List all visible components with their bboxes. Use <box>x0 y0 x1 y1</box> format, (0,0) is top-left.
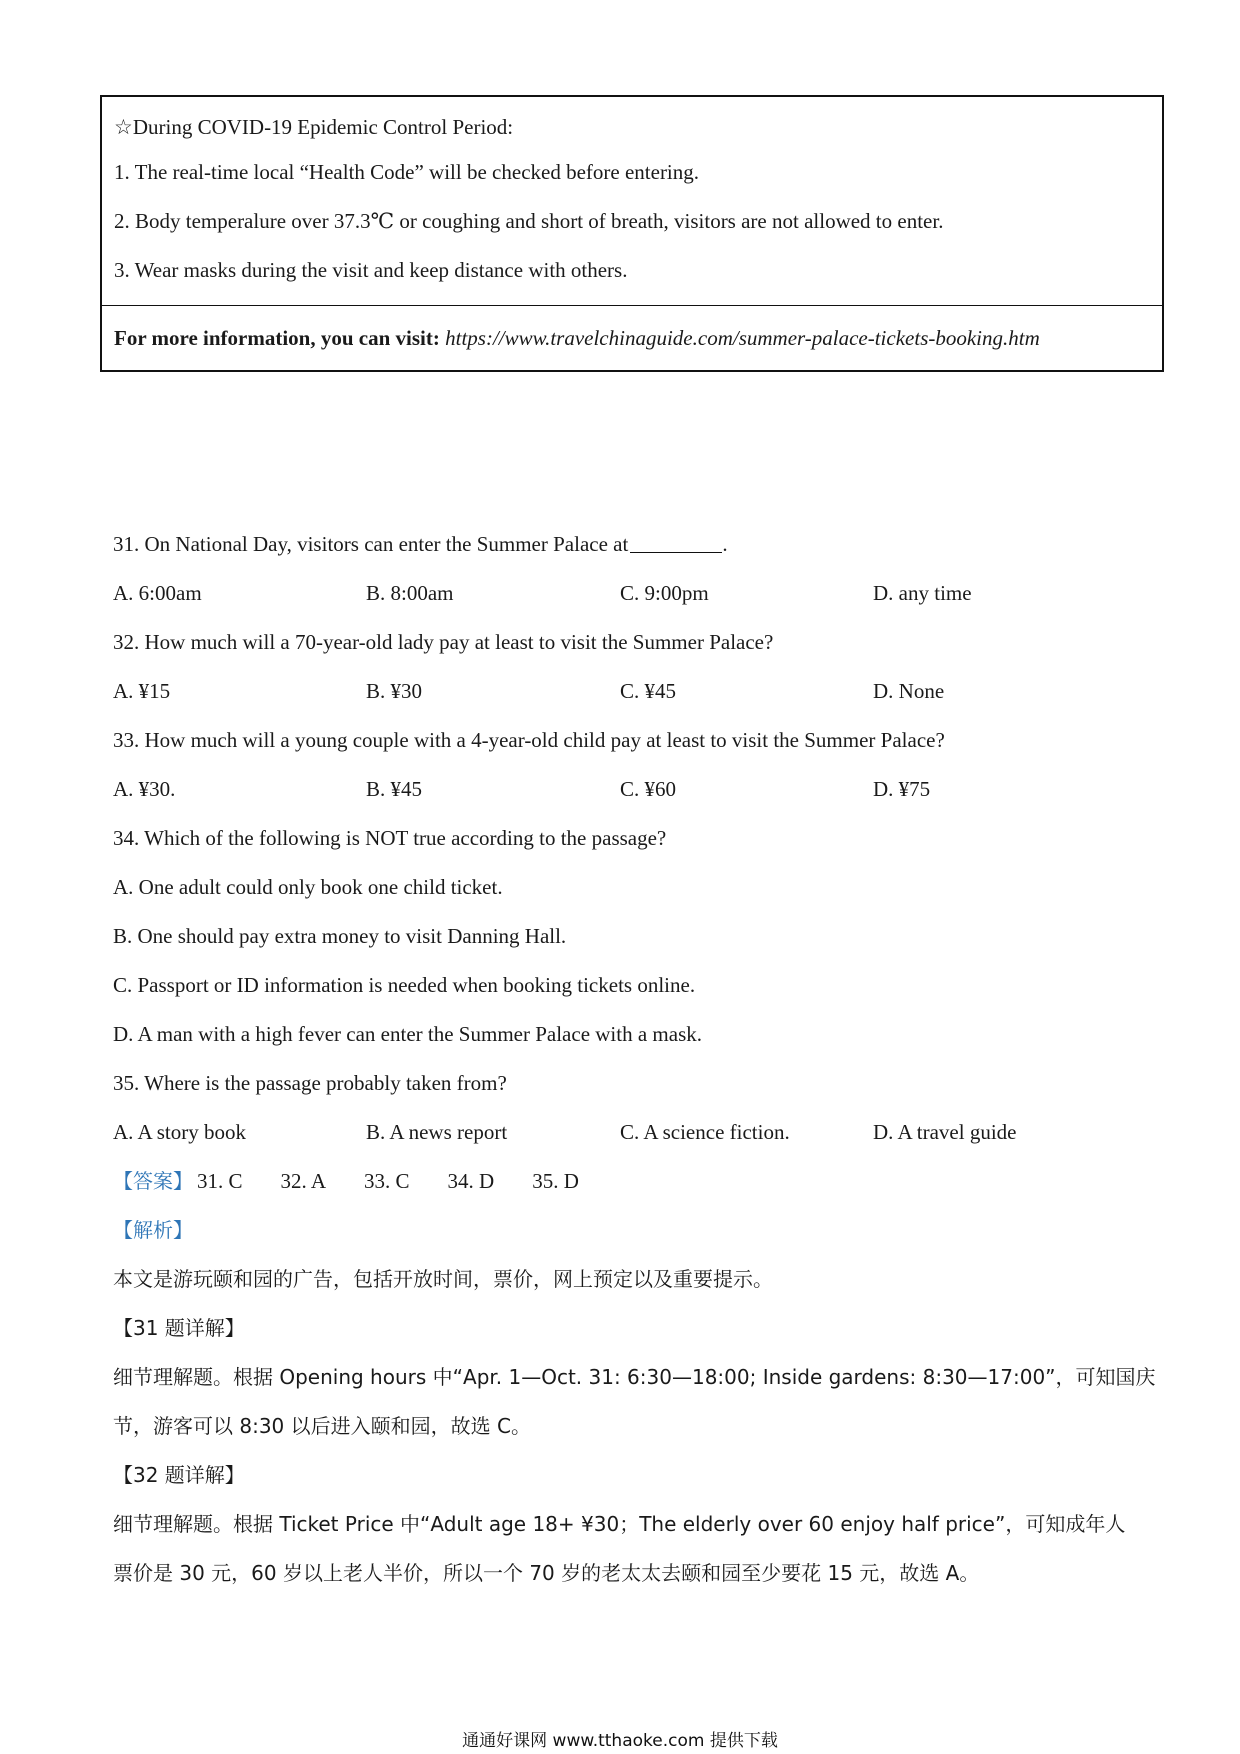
option-b: B. A news report <box>366 1120 508 1144</box>
analysis-heading <box>113 1206 1133 1255</box>
option-c: C. ¥45 <box>620 679 677 703</box>
option-d: D. any time <box>873 581 972 605</box>
option-a: A. ¥15 <box>113 679 171 703</box>
more-info-url[interactable]: https://www.travelchinaguide.com/summer-palace-tickets-booking.htm <box>445 326 1040 350</box>
analysis-summary: 本文是游玩颐和园的广告，包括开放时间，票价，网上预定以及重要提示。 <box>113 1267 773 1291</box>
answer-item: 35. D <box>532 1169 579 1193</box>
question-31-stem: 31. On National Day, visitors can enter the Summer Palace at <box>113 532 629 556</box>
option-d: D. A man with a high fever can enter the Summer Palace with a mask. <box>113 1022 702 1046</box>
question-31 <box>113 520 1133 569</box>
answer-item: 33. C <box>364 1169 410 1193</box>
answer-blank <box>630 526 722 553</box>
question-31-options <box>113 569 1133 618</box>
analysis-label: 【解析】 <box>113 1218 193 1242</box>
notice-box <box>100 95 1164 372</box>
option-a: A. One adult could only book one child ticket. <box>113 875 503 899</box>
option-c: C. 9:00pm <box>620 581 709 605</box>
q32-detail-line-2: 票价是 30 元，60 岁以上老人半价，所以一个 70 岁的老太太去颐和园至少要花 15 元，故选 A。 <box>113 1561 980 1585</box>
option-b: B. 8:00am <box>366 581 454 605</box>
q32-detail-line-1: 细节理解题。根据 Ticket Price 中“Adult age 18+ ¥30；The elderly over 60 enjoy half price”，可知成年人 <box>113 1512 1126 1536</box>
more-info-label: For more information, you can visit: <box>114 326 440 350</box>
option-c: C. Passport or ID information is needed when booking tickets online. <box>113 973 696 997</box>
question-32-options <box>113 667 1133 716</box>
option-a: A. 6:00am <box>113 581 202 605</box>
question-31-stem-end: . <box>722 532 728 556</box>
notice-rules <box>102 97 1162 306</box>
answer-label: 【答案】 <box>113 1169 193 1193</box>
notice-rule-3: 3. Wear masks during the visit and keep distance with others. <box>114 258 628 282</box>
more-info-row <box>102 306 1162 370</box>
option-d: D. ¥75 <box>873 777 931 801</box>
q31-detail-line-2: 节，游客可以 8:30 以后进入颐和园，故选 C。 <box>113 1414 531 1438</box>
option-d: D. None <box>873 679 945 703</box>
option-a: A. ¥30. <box>113 777 176 801</box>
q32-detail-title: 【32 题详解】 <box>113 1463 245 1487</box>
question-33-options <box>113 765 1133 814</box>
q31-detail-line-1: 细节理解题。根据 Opening hours 中“Apr. 1—Oct. 31: 6:30—18:00; Inside gardens: 8:30—17:00”，可知国庆 <box>113 1365 1156 1389</box>
question-34-stem: 34. Which of the following is NOT true according to the passage? <box>113 826 667 850</box>
question-32-stem: 32. How much will a 70-year-old lady pay at least to visit the Summer Palace? <box>113 630 774 654</box>
footer-source: 通通好课网 www.tthaoke.com 提供下载 <box>462 1731 778 1751</box>
notice-rule-2: 2. Body temperalure over 37.3℃ or coughing and short of breath, visitors are not allowed to enter. <box>114 209 944 233</box>
answer-item: 34. D <box>447 1169 495 1193</box>
question-35-options <box>113 1108 1133 1157</box>
notice-rule-1: 1. The real-time local “Health Code” will be checked before entering. <box>114 160 700 184</box>
notice-heading: ☆During COVID-19 Epidemic Control Period: <box>114 115 514 139</box>
question-35-stem: 35. Where is the passage probably taken from? <box>113 1071 507 1095</box>
option-b: B. ¥45 <box>366 777 423 801</box>
option-b: B. ¥30 <box>366 679 423 703</box>
questions-section <box>113 520 1156 1598</box>
q31-detail-title: 【31 题详解】 <box>113 1316 245 1340</box>
answer-item: 32. A <box>280 1169 327 1193</box>
option-a: A. A story book <box>113 1120 247 1144</box>
option-c: C. A science fiction. <box>620 1120 790 1144</box>
answer-row <box>113 1157 1133 1206</box>
option-b: B. One should pay extra money to visit Danning Hall. <box>113 924 567 948</box>
option-c: C. ¥60 <box>620 777 677 801</box>
question-33-stem: 33. How much will a young couple with a 4-year-old child pay at least to visit the Summer Palace? <box>113 728 945 752</box>
option-d: D. A travel guide <box>873 1120 1017 1144</box>
answer-item: 31. C <box>197 1169 243 1193</box>
